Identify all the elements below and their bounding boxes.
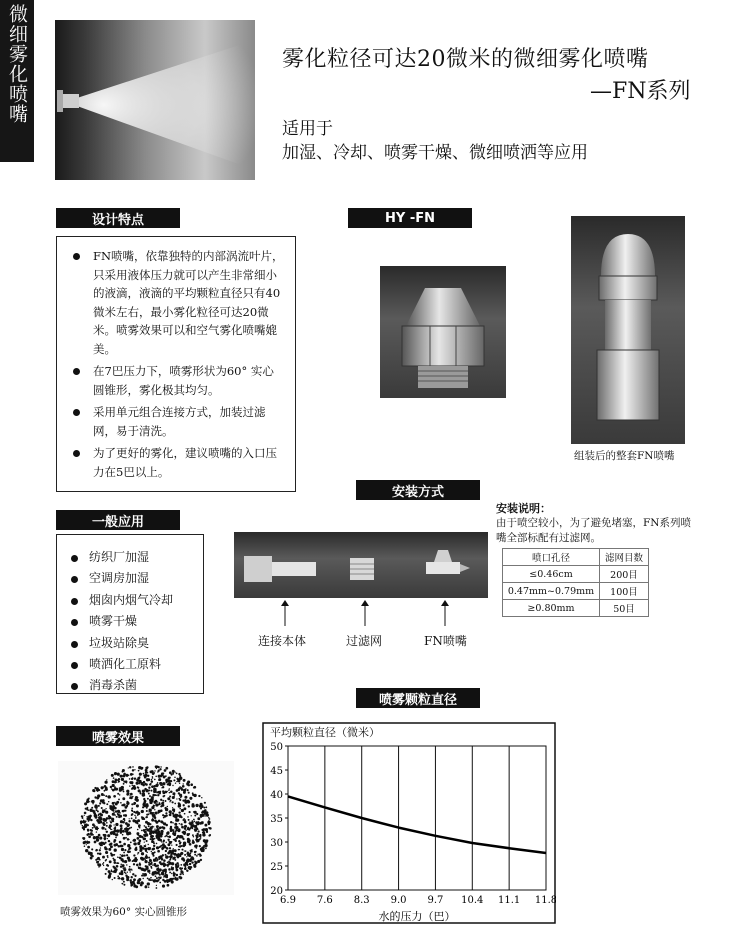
applications-box [56, 534, 204, 694]
chart-x-tick-label: 11.1 [498, 895, 521, 906]
chart-svg [262, 722, 556, 924]
arrow-up-icon [360, 600, 370, 626]
chart-frame [263, 723, 555, 923]
mesh-cell: 200目 [600, 566, 649, 583]
page-title-series: —FN系列 [590, 79, 691, 104]
applications-label: 一般应用 [56, 510, 180, 530]
side-tab: 微细雾化喷嘴 [0, 0, 34, 162]
features-label: 设计特点 [56, 208, 180, 228]
hero-spray-photo [55, 20, 255, 180]
application-item: 喷洒化工原料 [69, 654, 195, 675]
installation-parts-graphic [234, 532, 488, 598]
mesh-cell: 50目 [600, 600, 649, 617]
spray-pattern-graphic [58, 761, 234, 895]
assembled-nozzle-graphic [571, 216, 685, 444]
chart-ylabel: 平均颗粒直径（微米） [270, 726, 380, 739]
assembled-nozzle-photo [571, 216, 685, 444]
chart-y-tick-label: 35 [270, 814, 283, 825]
table-row [503, 600, 649, 617]
part-label-filter: 过滤网 [346, 634, 383, 648]
chart-x-tick-label: 8.3 [353, 895, 370, 906]
chart-y-tick-label: 30 [270, 838, 283, 849]
subtitle-intro: 适用于 [282, 119, 333, 139]
nozzle-graphic [380, 266, 506, 398]
arrow-up-icon [280, 600, 290, 626]
spray-effect-label: 喷雾效果 [56, 726, 180, 746]
application-item: 喷雾干燥 [69, 611, 195, 632]
nozzle-photo [380, 266, 506, 398]
chart-y-tick-label: 45 [270, 766, 283, 777]
application-item: 垃圾站除臭 [69, 633, 195, 654]
features-box [56, 236, 296, 492]
application-item: 纺织厂加湿 [69, 547, 195, 568]
mesh-cell: ≥0.80mm [503, 600, 600, 617]
feature-item: FN喷嘴，依靠独特的内部涡流叶片，只采用液体压力就可以产生非常细小的液滴，液滴的平均颗粒直径只有40微米左右，最小雾化粒径可达20微米。喷雾效果可以和空气雾化喷嘴媲美。 [71, 247, 285, 358]
chart-title: 喷雾颗粒直径 [356, 688, 480, 708]
subtitle-uses: 加湿、冷却、喷雾干燥、微细喷洒等应用 [282, 143, 588, 163]
feature-item: 在7巴压力下，喷雾形状为60° 实心圆锥形，雾化极其均匀。 [71, 362, 285, 399]
mesh-cell: 0.47mm~0.79mm [503, 583, 600, 600]
mesh-cell: 100目 [600, 583, 649, 600]
install-note-body: 由于喷空较小，为了避免堵塞，FN系列喷嘴全部标配有过滤网。 [496, 517, 691, 544]
chart-y-tick-label: 25 [270, 862, 283, 873]
application-item: 消毒杀菌 [69, 675, 195, 696]
spray-pattern-photo [58, 761, 234, 895]
mesh-header-mesh: 滤网目数 [600, 549, 649, 566]
part-label-nozzle: FN喷嘴 [424, 634, 467, 648]
application-item: 烟囱内烟气冷却 [69, 590, 195, 611]
spray-effect-caption: 喷雾效果为60° 实心圆锥形 [60, 906, 187, 918]
chart-y-tick-label: 40 [270, 790, 283, 801]
spray-jet-graphic [55, 20, 255, 180]
page-title: 雾化粒径可达20微米的微细雾化喷嘴 [282, 47, 649, 72]
arrow-up-icon [440, 600, 450, 626]
chart-xlabel: 水的压力（巴） [378, 910, 456, 923]
application-item: 空调房加湿 [69, 568, 195, 589]
assembled-nozzle-caption: 组装后的整套FN喷嘴 [574, 450, 675, 462]
part-label-body: 连接本体 [258, 634, 307, 648]
chart-x-tick-label: 6.9 [280, 895, 296, 906]
install-note-title: 安装说明： [496, 502, 551, 515]
chart-x-tick-label: 9.7 [427, 895, 444, 906]
feature-item: 采用单元组合连接方式，加装过滤网，易于清洗。 [71, 403, 285, 440]
chart-y-tick-label: 20 [270, 886, 283, 897]
installation-parts-photo [234, 532, 488, 598]
table-row [503, 566, 649, 583]
mesh-table [502, 548, 649, 617]
chart-x-tick-label: 11.8 [534, 895, 556, 906]
chart-x-tick-label: 10.4 [461, 895, 484, 906]
mesh-header-orifice: 喷口孔径 [503, 549, 600, 566]
chart-y-tick-label: 50 [270, 742, 283, 753]
chart-x-tick-label: 9.0 [390, 895, 407, 906]
particle-size-chart [262, 722, 556, 924]
product-model-label: HY -FN [348, 208, 472, 228]
chart-x-tick-label: 7.6 [316, 895, 333, 906]
mesh-cell: ≤0.46cm [503, 566, 600, 583]
feature-item: 为了更好的雾化，建议喷嘴的入口压力在5巴以上。 [71, 444, 285, 481]
installation-label: 安装方式 [356, 480, 480, 500]
table-row [503, 583, 649, 600]
